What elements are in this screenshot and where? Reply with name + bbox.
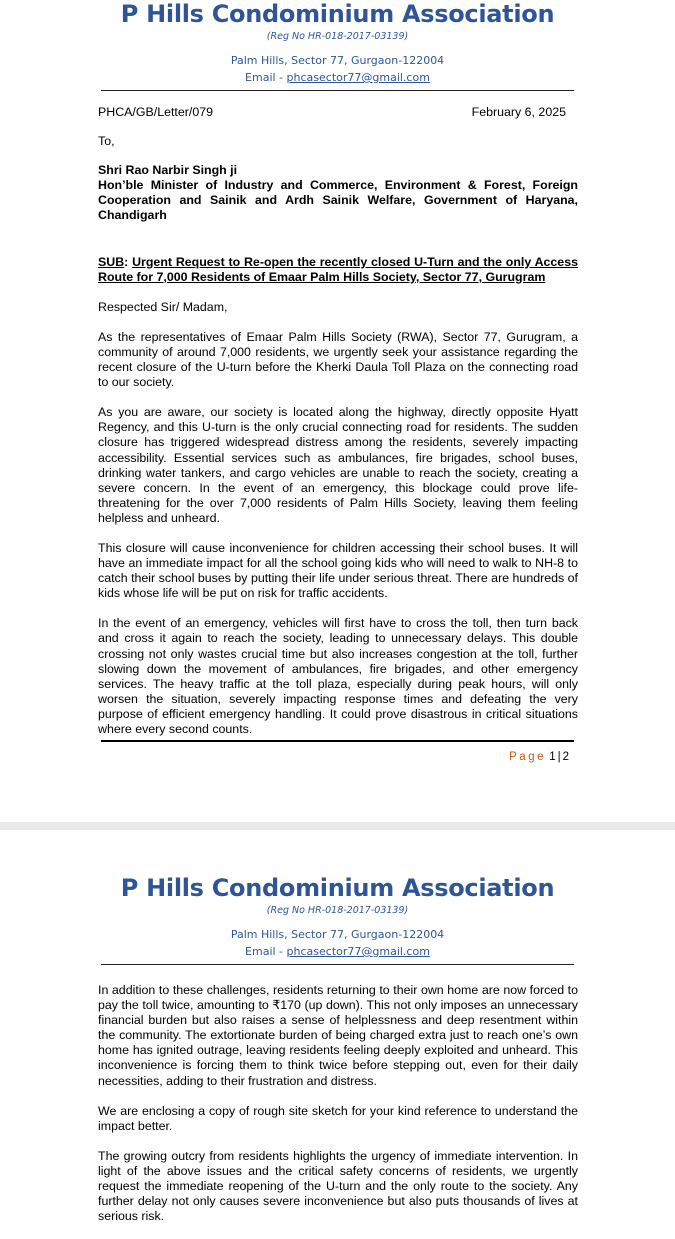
header-divider	[101, 90, 574, 91]
paragraph-2: As you are aware, our society is located along the highway, directly opposite Hyatt Regency, and this U-turn is the only crucial connecting road for residents. The sudden closure has triggered widespread distress among the residents, severely impacting accessibility. Essential services such as ambulances, fire brigades, school buses, drinking water tankers, and cargo vehicles are unable to reach the society, creating a severe concern. In the event of an emergency, this blockage could prove life-threatening for the over 7,000 residents of Palm Hills Society, leaving them feeling helpless and unheard.	[98, 405, 578, 525]
footer-divider	[101, 740, 574, 742]
paragraph-4: In the event of an emergency, vehicles will first have to cross the toll, then turn back and cross it again to reach the society, leading to unnecessary delays. This double crossing not only wastes crucial time but also increases congestion at the toll, further slowing down the movement of ambulances, fire brigades, and other emergency services. The heavy traffic at the toll plaza, especially during peak hours, will only worsen the situation, severely impacting response times and defeating the very purpose of efficient emergency handling. It could prove disastrous in critical situations where every second counts.	[98, 616, 578, 736]
email-link-page-2[interactable]: phcasector77@gmail.com	[286, 945, 430, 958]
page-separator: |	[557, 751, 561, 763]
letter-body-page-1	[98, 105, 578, 752]
page-word: Page	[509, 751, 546, 763]
recipient-title: Hon’ble Minister of Industry and Commerce, Environment & Forest, Foreign Cooperation and Sainik and Ardh Sainik Welfare, Government of Haryana, Chandigarh	[98, 178, 578, 223]
subject-label: SUB	[98, 254, 125, 269]
reg-number-page-2: (Reg No HR-018-2017-03139)	[266, 905, 409, 916]
email-label-page-2: Email -	[245, 945, 287, 958]
letterhead-page-2	[0, 830, 675, 965]
letterhead	[0, 0, 675, 91]
org-address: Palm Hills, Sector 77, Gurgaon-122004	[230, 54, 445, 67]
page-gap	[0, 822, 675, 830]
paragraph-5: In addition to these challenges, residents returning to their own home are now forced to pay the toll twice, amounting to ₹170 (up down). This not only imposes an unnecessary financial burden but also raises a sense of helplessness and deep resentment within the community. The extortionate burden of being charged extra just to reach one’s own home has ignited outrage, leaving residents feeling deeply exploited and unheard. This inconvenience is forcing them to think twice before stepping out, even for their daily necessities, adding to their frustration and distress.	[98, 983, 578, 1088]
ref-date-row	[98, 105, 578, 120]
org-email-line	[0, 71, 675, 84]
page-total: 2	[562, 751, 569, 763]
letter-date: February 6, 2025	[471, 105, 566, 119]
recipient-name: Shri Rao Narbir Singh ji	[98, 163, 238, 178]
paragraph-3: This closure will cause inconvenience for children accessing their school buses. It will have an immediate impact for all the school going kids who will need to walk to NH-8 to catch their school buses by putting their life under serious threat. There are hundreds of kids whose life will be put on risk for traffic accidents.	[98, 540, 578, 601]
to-line: To,	[98, 134, 115, 149]
letter-ref: PHCA/GB/Letter/079	[98, 105, 214, 119]
paragraph-7: The growing outcry from residents highlights the urgency of immediate intervention. In light of the above issues and the critical safety concerns of residents, we urgently request the immediate reopening of the U-turn and the only route to the society. Any further delay not only causes severe inconvenience but also puts thousands of lives at serious risk.	[98, 1148, 578, 1224]
org-name: P Hills Condominium Association	[120, 0, 555, 28]
paragraph-1: As the representatives of Emaar Palm Hills Society (RWA), Sector 77, Gurugram, a community of around 7,000 residents, we urgently seek your assistance regarding the recent closure of the U-turn before the Kherki Daula Toll Plaza on the connecting road to our society.	[98, 329, 578, 390]
letter-body-page-2	[98, 983, 578, 1239]
paragraph-6: We are enclosing a copy of rough site sketch for your kind reference to understand the impact better.	[98, 1103, 578, 1133]
reg-number: (Reg No HR-018-2017-03139)	[266, 31, 409, 42]
org-email-line-page-2	[0, 945, 675, 958]
header-divider-page-2	[101, 964, 574, 965]
letter-page-2	[0, 830, 675, 1224]
subject-line: SUB: Urgent Request to Re-open the recently closed U-Turn and the only Access Route for 7,000 Residents of Emaar Palm Hills Society, Sector 77, Gurugram	[98, 254, 578, 284]
salutation: Respected Sir/ Madam,	[98, 299, 228, 314]
org-name-page-2: P Hills Condominium Association	[120, 874, 555, 902]
page-current: 1	[549, 751, 556, 763]
subject-text: Urgent Request to Re-open the recently closed U-Turn and the only Access Route for 7,000 Residents of Emaar Palm Hills Society, Sector 77, Gurugram	[98, 254, 578, 284]
email-label: Email -	[245, 71, 287, 84]
email-link[interactable]: phcasector77@gmail.com	[286, 71, 430, 84]
page-number	[509, 751, 569, 763]
org-address-page-2: Palm Hills, Sector 77, Gurgaon-122004	[230, 928, 445, 941]
